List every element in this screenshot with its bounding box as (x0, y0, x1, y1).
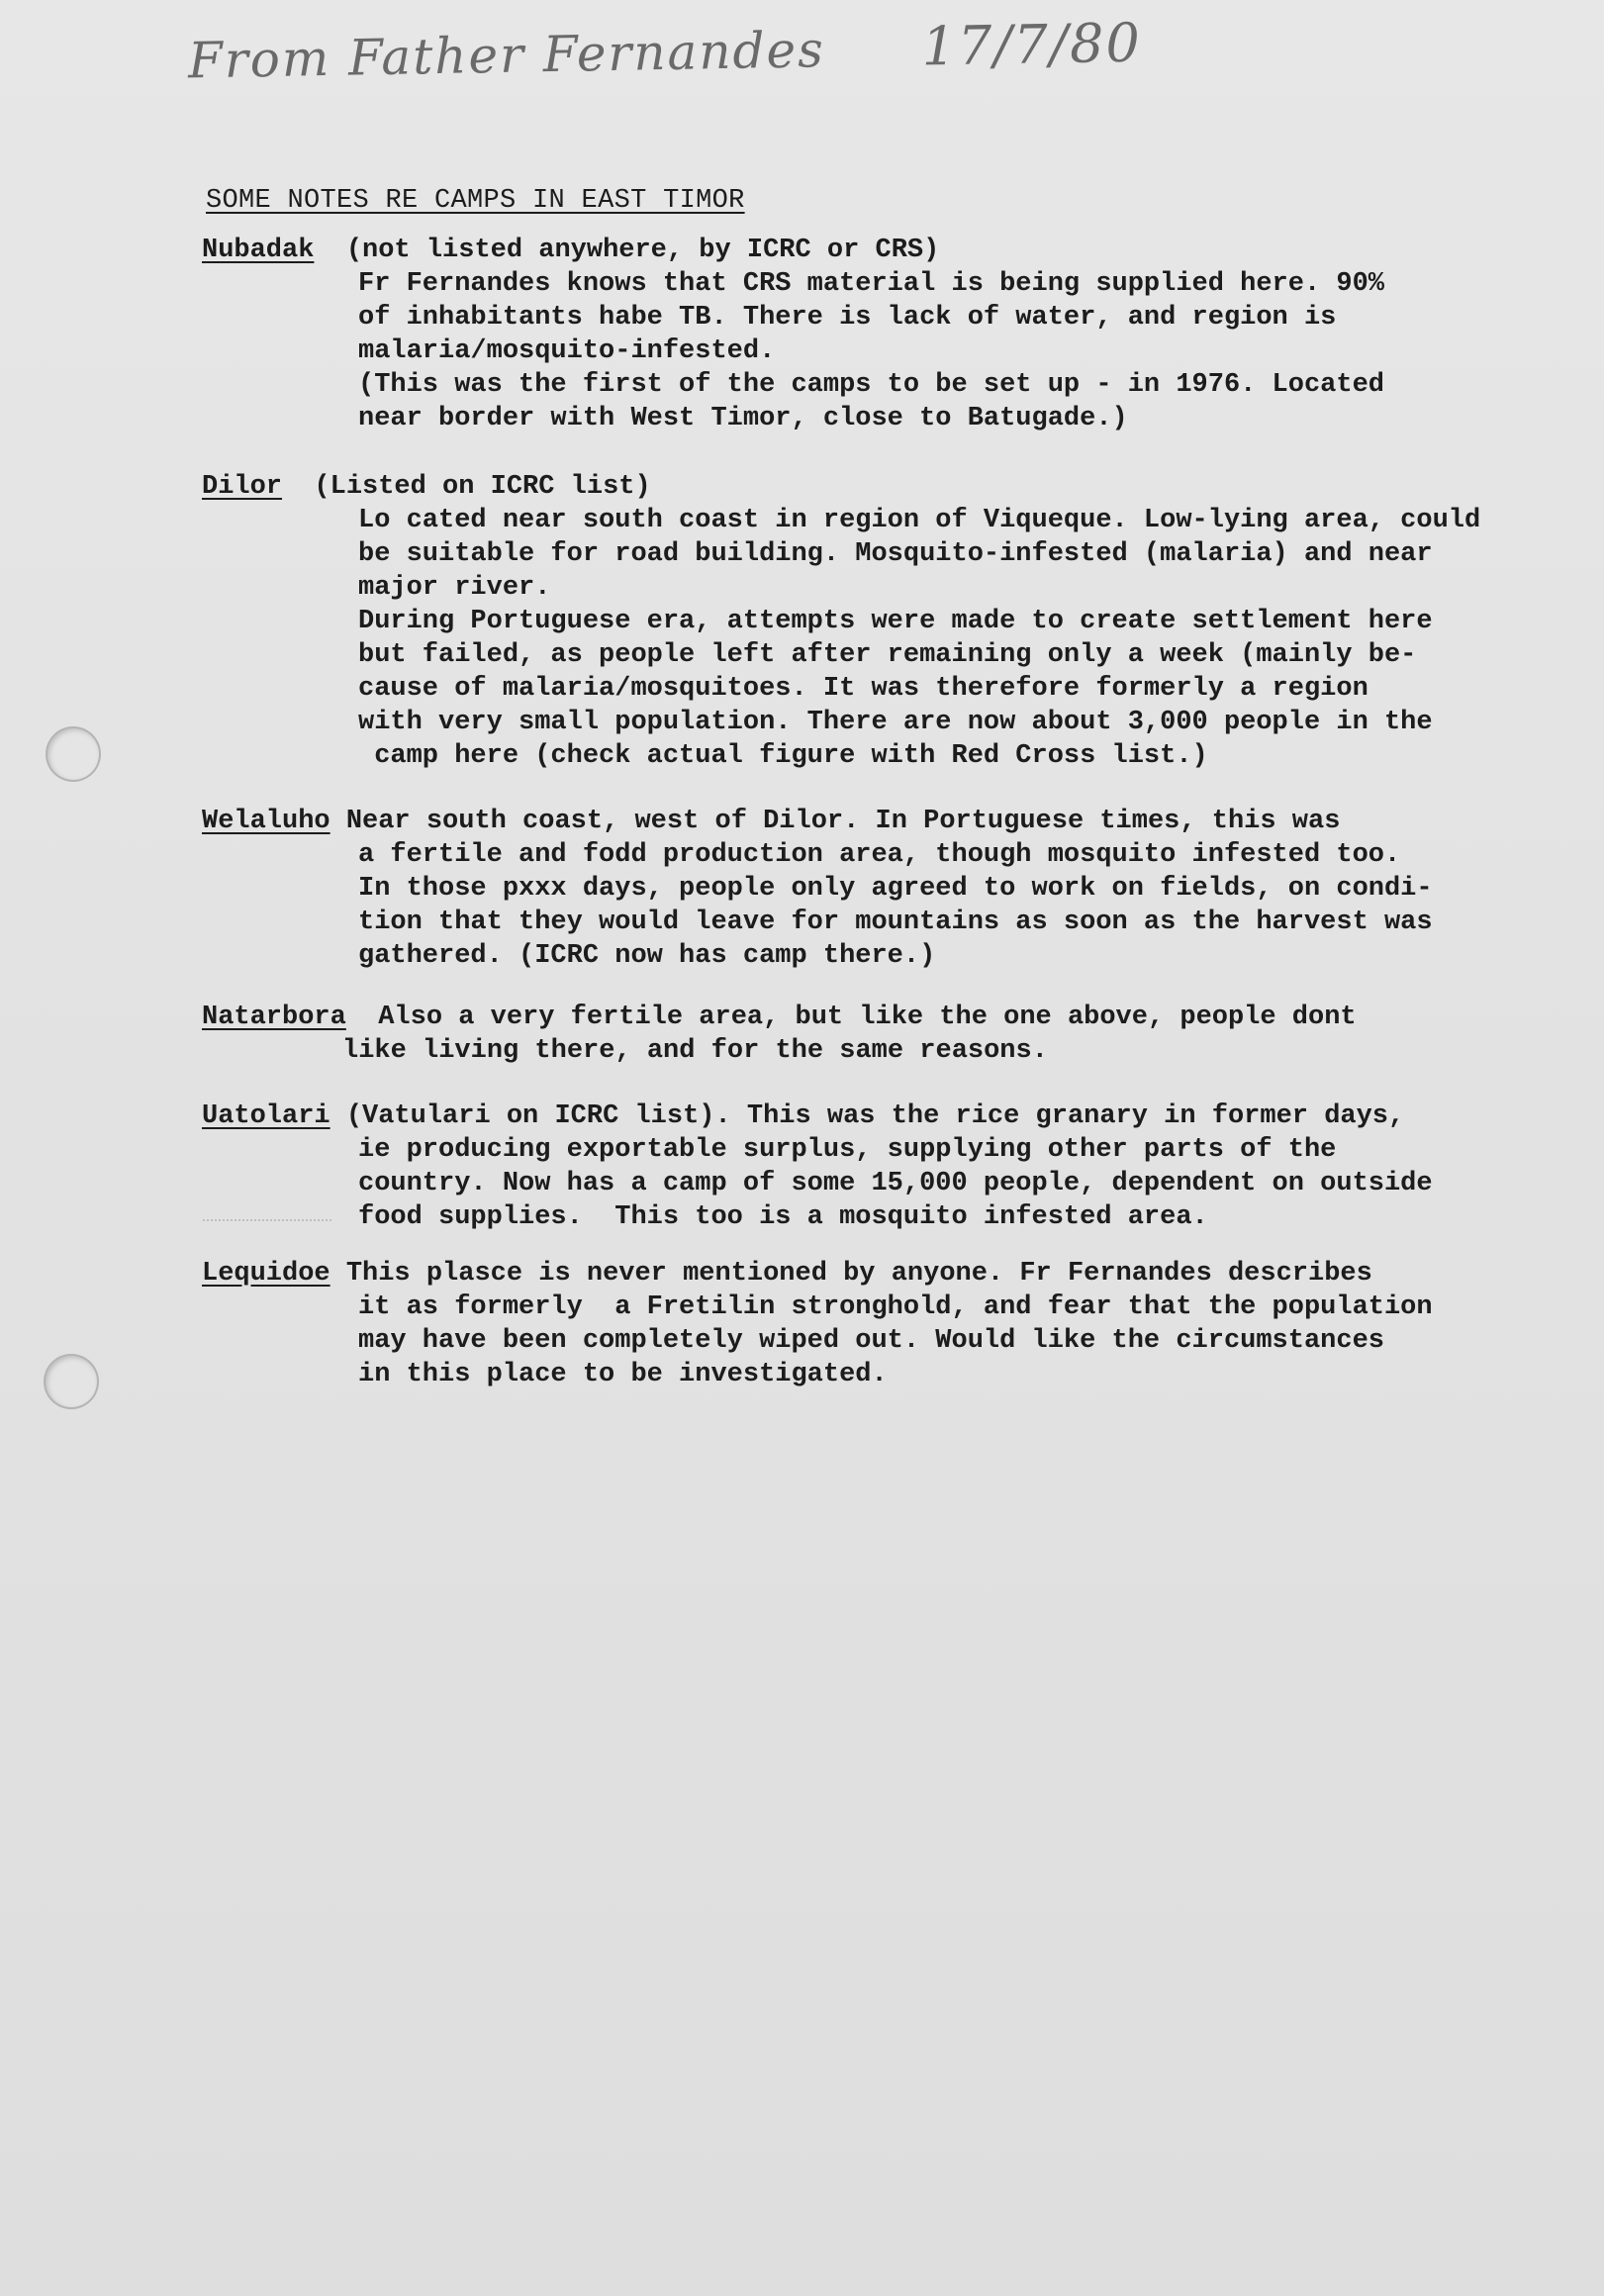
camp-name: Dilor (202, 472, 283, 502)
camp-line: In those pxxx days, people only agreed to work on fields, on condi- (358, 874, 1433, 904)
camp-name: Lequidoe (202, 1259, 330, 1289)
camp-line: gathered. (ICRC now has camp there.) (358, 941, 936, 971)
camp-line: with very small population. There are now about 3,000 people in the (358, 708, 1433, 737)
handwritten-date: 17/7/80 (921, 11, 1143, 78)
camp-line: be suitable for road building. Mosquito-infested (malaria) and near (358, 539, 1433, 569)
camp-heading-text: Near south coast, west of Dilor. In Portuguese times, this was (330, 807, 1341, 836)
camp-entry-dilor (202, 470, 1587, 773)
camp-name: Natarbora (202, 1003, 346, 1032)
handwritten-annotation (188, 12, 1143, 91)
camp-line: tion that they would leave for mountains as soon as the harvest was (358, 908, 1433, 937)
camp-line: in this place to be investigated. (358, 1360, 888, 1389)
camp-line: camp here (check actual figure with Red Cross list.) (358, 741, 1208, 771)
camp-line: Fr Fernandes knows that CRS material is being supplied here. 90% (358, 269, 1384, 299)
camp-line: (This was the first of the camps to be set up - in 1976. Located (358, 370, 1384, 400)
camp-line: food supplies. This too is a mosquito infested area. (358, 1202, 1208, 1232)
camp-name: Nubadak (202, 236, 315, 265)
camp-entry-nubadak (202, 234, 1587, 435)
camp-line: of inhabitants habe TB. There is lack of water, and region is (358, 303, 1337, 333)
camp-heading-text: (Listed on ICRC list) (282, 472, 651, 502)
camp-line: ie producing exportable surplus, supplying other parts of the (358, 1135, 1337, 1165)
camp-name: Uatolari (202, 1101, 330, 1131)
camp-line: cause of malaria/mosquitoes. It was therefore formerly a region (358, 674, 1368, 704)
camp-entry-welaluho (202, 805, 1587, 973)
camp-line: like living there, and for the same reasons. (342, 1036, 1048, 1066)
camp-line: near border with West Timor, close to Batugade.) (358, 404, 1128, 433)
punch-hole-upper (46, 726, 101, 782)
camp-line: may have been completely wiped out. Would like the circumstances (358, 1326, 1384, 1356)
camp-heading-text: (not listed anywhere, by ICRC or CRS) (314, 236, 940, 265)
paper-smudge (203, 1219, 331, 1225)
camp-name: Welaluho (202, 807, 330, 836)
camp-line: major river. (358, 573, 551, 603)
camp-line: it as formerly a Fretilin stronghold, and fear that the population (358, 1292, 1433, 1322)
camp-heading-text: This plasce is never mentioned by anyone. Fr Fernandes describes (330, 1259, 1372, 1289)
punch-hole-lower (44, 1354, 99, 1409)
handwritten-source-note: From Father Fernandes (187, 21, 826, 90)
camp-entry-natarbora (202, 1001, 1587, 1068)
camp-heading-text: (Vatulari on ICRC list). This was the rice granary in former days, (330, 1101, 1405, 1131)
camp-line: but failed, as people left after remaining only a week (mainly be- (358, 640, 1417, 670)
camp-line: malaria/mosquito-infested. (358, 336, 776, 366)
camp-line: During Portuguese era, attempts were made to create settlement here (358, 607, 1433, 636)
camp-entry-uatolari (202, 1100, 1587, 1234)
camp-heading-text: Also a very fertile area, but like the one above, people dont (345, 1003, 1357, 1032)
camp-entry-lequidoe (202, 1257, 1587, 1391)
camp-line: a fertile and fodd production area, though mosquito infested too. (358, 840, 1401, 870)
document-title: SOME NOTES RE CAMPS IN EAST TIMOR (206, 186, 745, 216)
camp-line: Lo cated near south coast in region of Viqueque. Low-lying area, could (358, 506, 1481, 535)
camp-line: country. Now has a camp of some 15,000 people, dependent on outside (358, 1169, 1433, 1198)
